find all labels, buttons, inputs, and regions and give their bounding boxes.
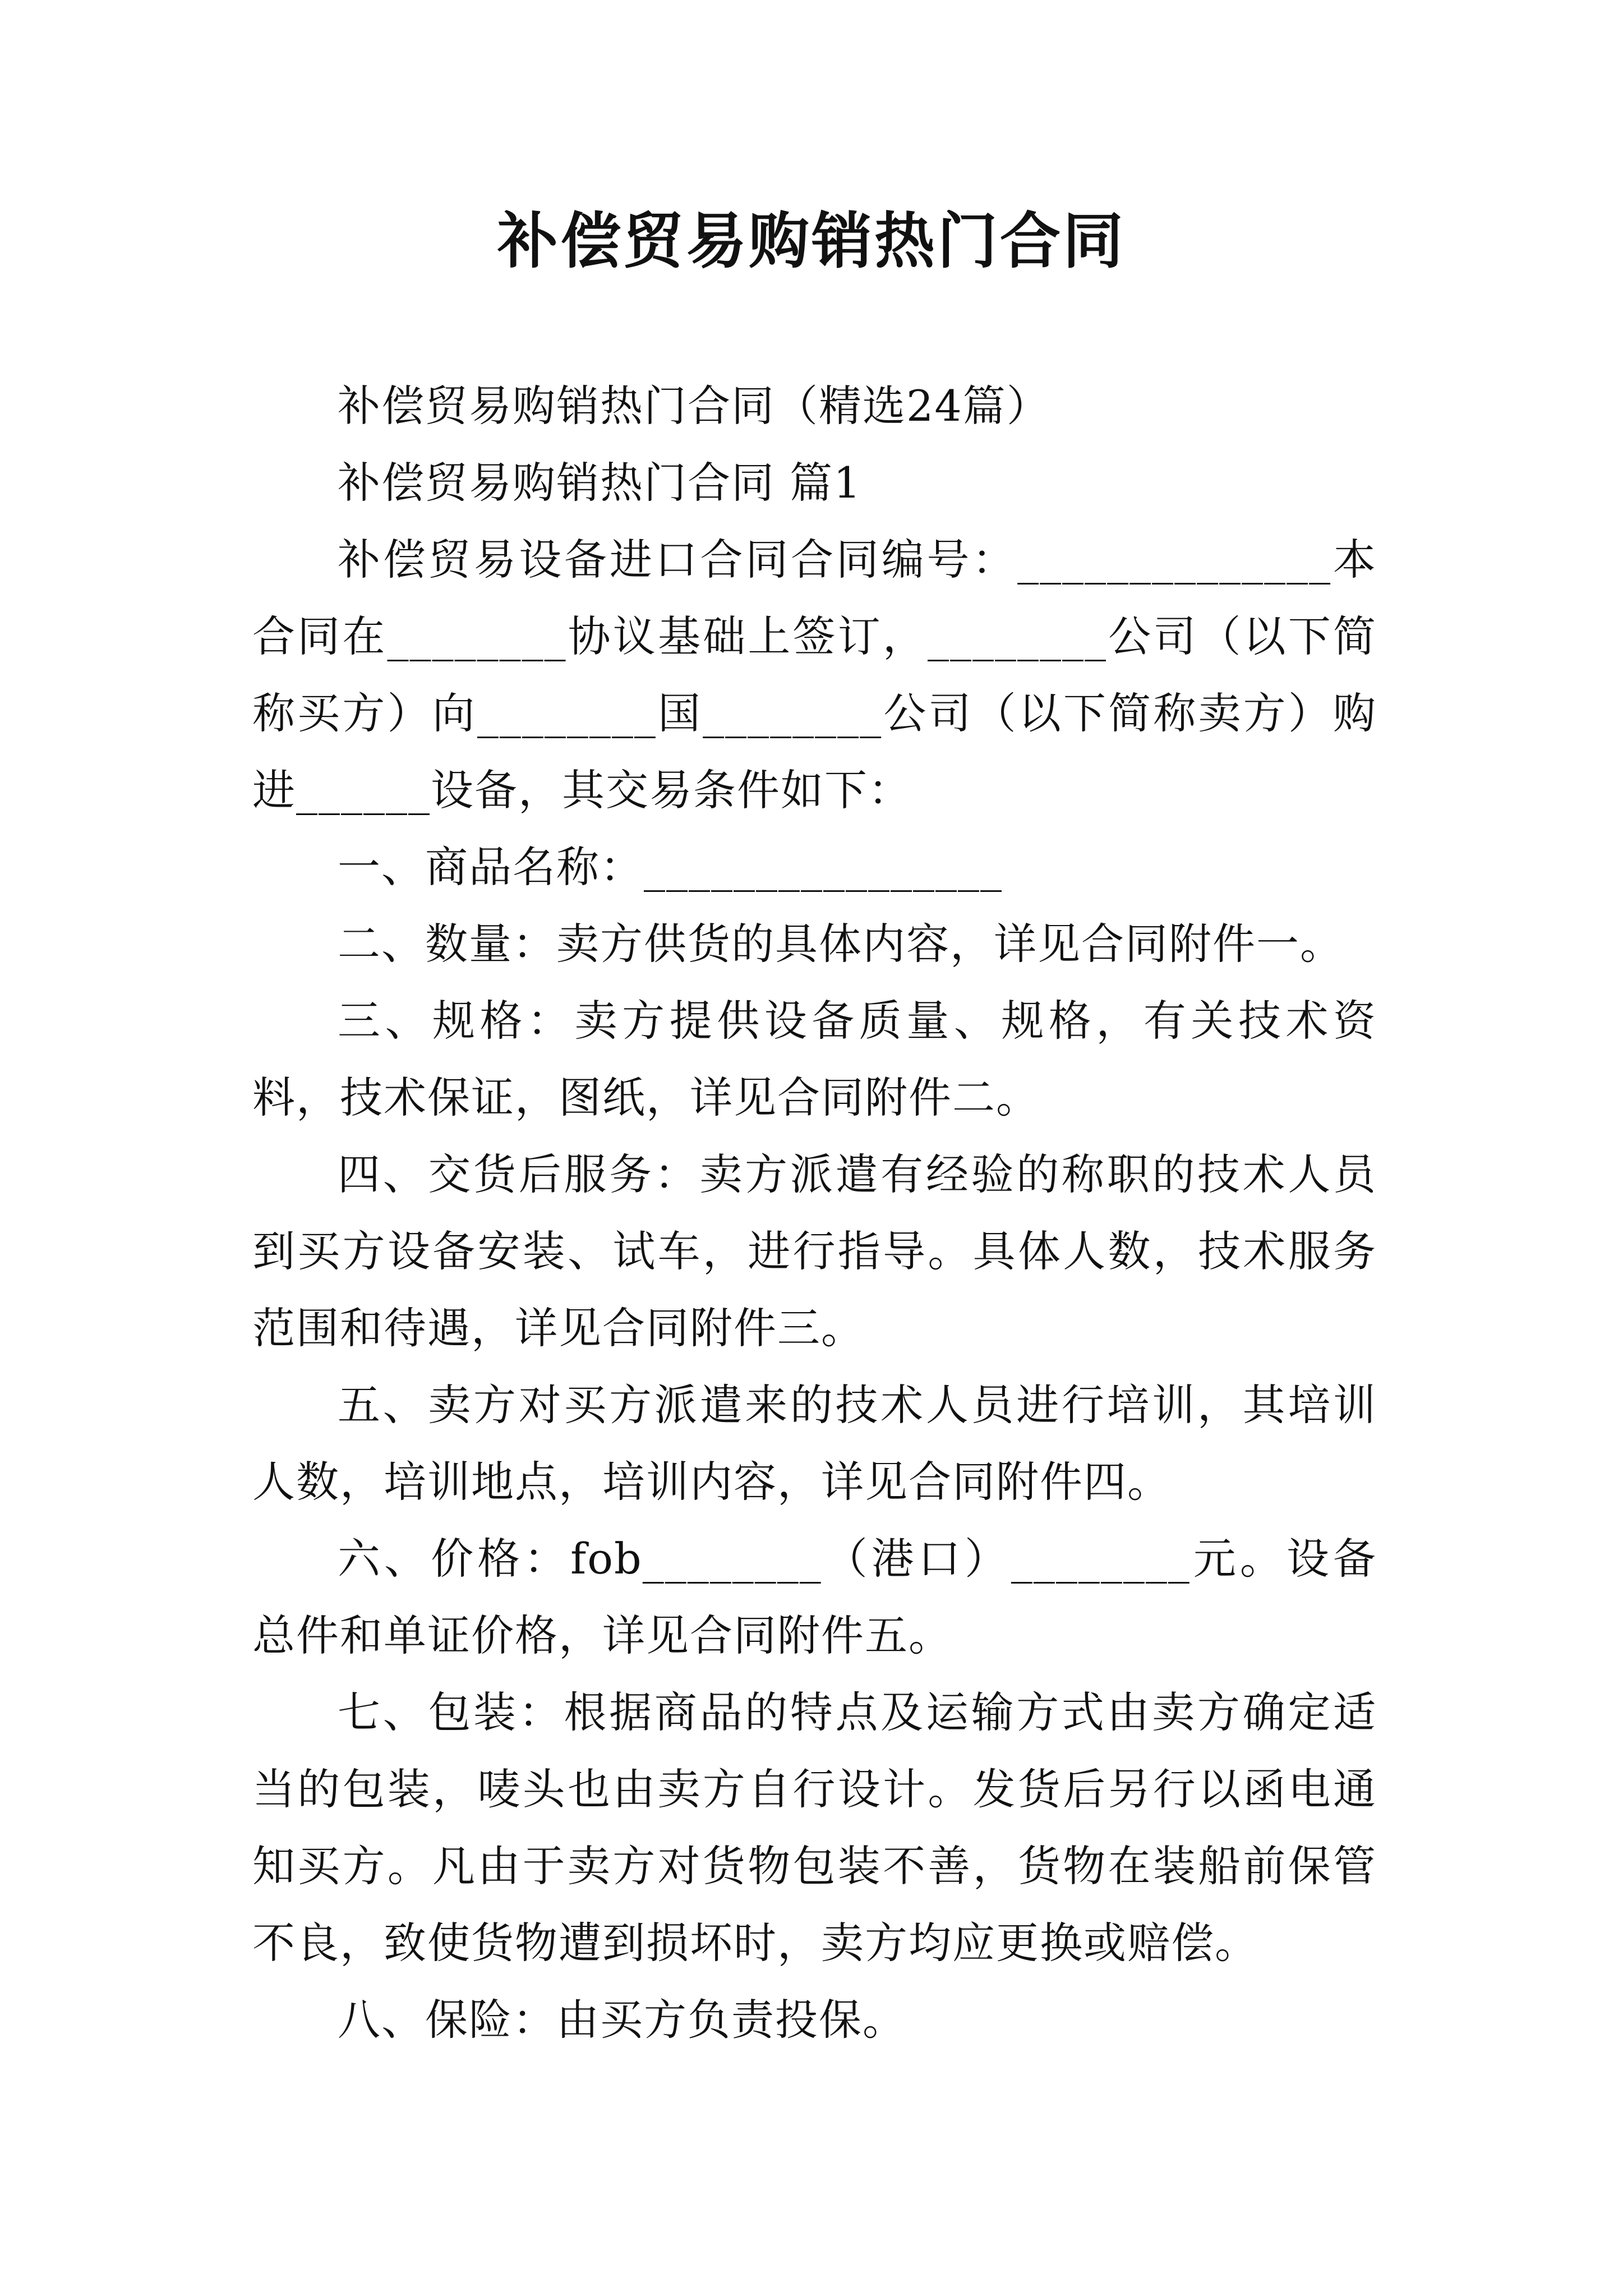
paragraph-section-heading: 补偿贸易购销热门合同 篇1 xyxy=(338,458,862,508)
clause-product-name: 一、商品名称：________________ xyxy=(338,842,1003,892)
clause-quantity: 二、数量：卖方供货的具体内容，详见合同附件一。 xyxy=(338,919,1344,969)
clause-after-delivery-service: 四、交货后服务：卖方派遣有经验的称职的技术人员到买方设备安装、试车，进行指导。具体人数，技术服务范围和待遇，详见合同附件三。 xyxy=(252,1149,1377,1353)
clause-training: 五、卖方对买方派遣来的技术人员进行培训，其培训人数，培训地点，培训内容，详见合同附件四。 xyxy=(252,1380,1377,1507)
clause-insurance: 八、保险：由买方负责投保。 xyxy=(338,1995,906,2045)
paragraph-collection-title: 补偿贸易购销热门合同（精选24篇） xyxy=(338,381,1050,431)
clause-specification: 三、规格：卖方提供设备质量、规格，有关技术资料，技术保证，图纸，详见合同附件二。 xyxy=(252,996,1377,1122)
paragraph-contract-intro: 补偿贸易设备进口合同合同编号：______________本合同在________协议基础上签订，________公司（以下简称买方）向________国________公司（以下简称卖方）购进______设备，其交易条件如下： xyxy=(252,535,1377,815)
document-body xyxy=(252,367,1377,2058)
clause-packing: 七、包装：根据商品的特点及运输方式由卖方确定适当的包装，唛头也由卖方自行设计。发货后另行以函电通知买方。凡由于卖方对货物包装不善，货物在装船前保管不良，致使货物遭到损坏时，卖方均应更换或赔偿。 xyxy=(252,1687,1377,1968)
clause-price: 六、价格：fob________（港口）________元。设备总件和单证价格，详见合同附件五。 xyxy=(252,1534,1377,1660)
document-title: 补偿贸易购销热门合同 xyxy=(497,206,1126,277)
